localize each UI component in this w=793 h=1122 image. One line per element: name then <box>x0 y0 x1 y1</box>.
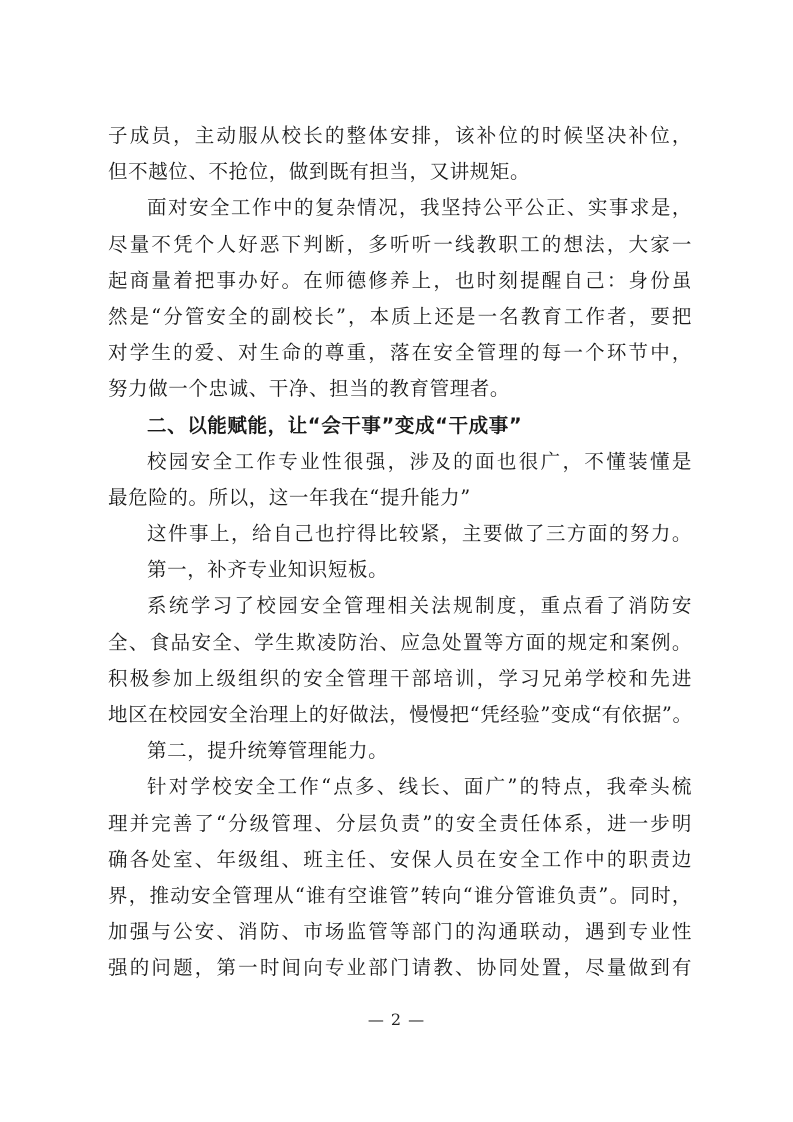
document-body <box>108 118 692 987</box>
section-heading: 二、以能赋能，让“会干事”变成“干成事” <box>147 413 523 437</box>
text-line: 然是“分管安全的副校长”，本质上还是一名教育工作者，要把 <box>108 304 692 328</box>
text-line: 尽量不凭个人好恶下判断，多听听一线教职工的想法，大家一 <box>108 232 692 256</box>
text-line: 起商量着把事办好。在师德修养上，也时刻提醒自己：身份虽 <box>108 268 692 292</box>
text-line: 地区在校园安全治理上的好做法，慢慢把“凭经验”变成“有依据”。 <box>108 703 692 726</box>
text-line: 面对安全工作中的复杂情况，我坚持公平公正、实事求是， <box>147 196 692 220</box>
text-line: 针对学校安全工作“点多、线长、面广”的特点，我牵头梳 <box>147 775 692 799</box>
text-line: 子成员，主动服从校长的整体安排，该补位的时候坚决补位， <box>108 124 692 147</box>
text-line: 这件事上，给自己也拧得比较紧，主要做了三方面的努力。 <box>147 522 692 546</box>
text-line: 理并完善了“分级管理、分层负责”的安全责任体系，进一步明 <box>108 811 692 835</box>
text-line: 最危险的。所以，这一年我在“提升能力” <box>108 485 471 509</box>
text-line: 确各处室、年级组、班主任、安保人员在安全工作中的职责边 <box>108 847 692 871</box>
text-line: 系统学习了校园安全管理相关法规制度，重点看了消防安 <box>147 594 692 618</box>
subheading-line: 第二，提升统筹管理能力。 <box>147 739 389 763</box>
text-line: 强的问题，第一时间向专业部门请教、协同处置，尽量做到有 <box>108 956 692 980</box>
text-line: 积极参加上级组织的安全管理干部培训，学习兄弟学校和先进 <box>108 666 692 690</box>
text-line: 对学生的爱、对生命的尊重，落在安全管理的每一个环节中， <box>108 341 692 365</box>
text-line: 努力做一个忠诚、干净、担当的教育管理者。 <box>108 377 511 401</box>
text-line: 校园安全工作专业性很强，涉及的面也很广，不懂装懂是 <box>147 449 692 473</box>
page-number: — 2 — <box>367 1010 426 1029</box>
text-line: 但不越位、不抢位，做到既有担当，又讲规矩。 <box>108 160 531 184</box>
text-line: 界，推动安全管理从“谁有空谁管”转向“谁分管谁负责”。同时， <box>108 883 692 907</box>
subheading-line: 第一，补齐专业知识短板。 <box>147 558 389 582</box>
text-line: 加强与公安、消防、市场监管等部门的沟通联动，遇到专业性 <box>108 920 692 944</box>
text-line: 全、食品安全、学生欺凌防治、应急处置等方面的规定和案例。 <box>108 630 692 654</box>
